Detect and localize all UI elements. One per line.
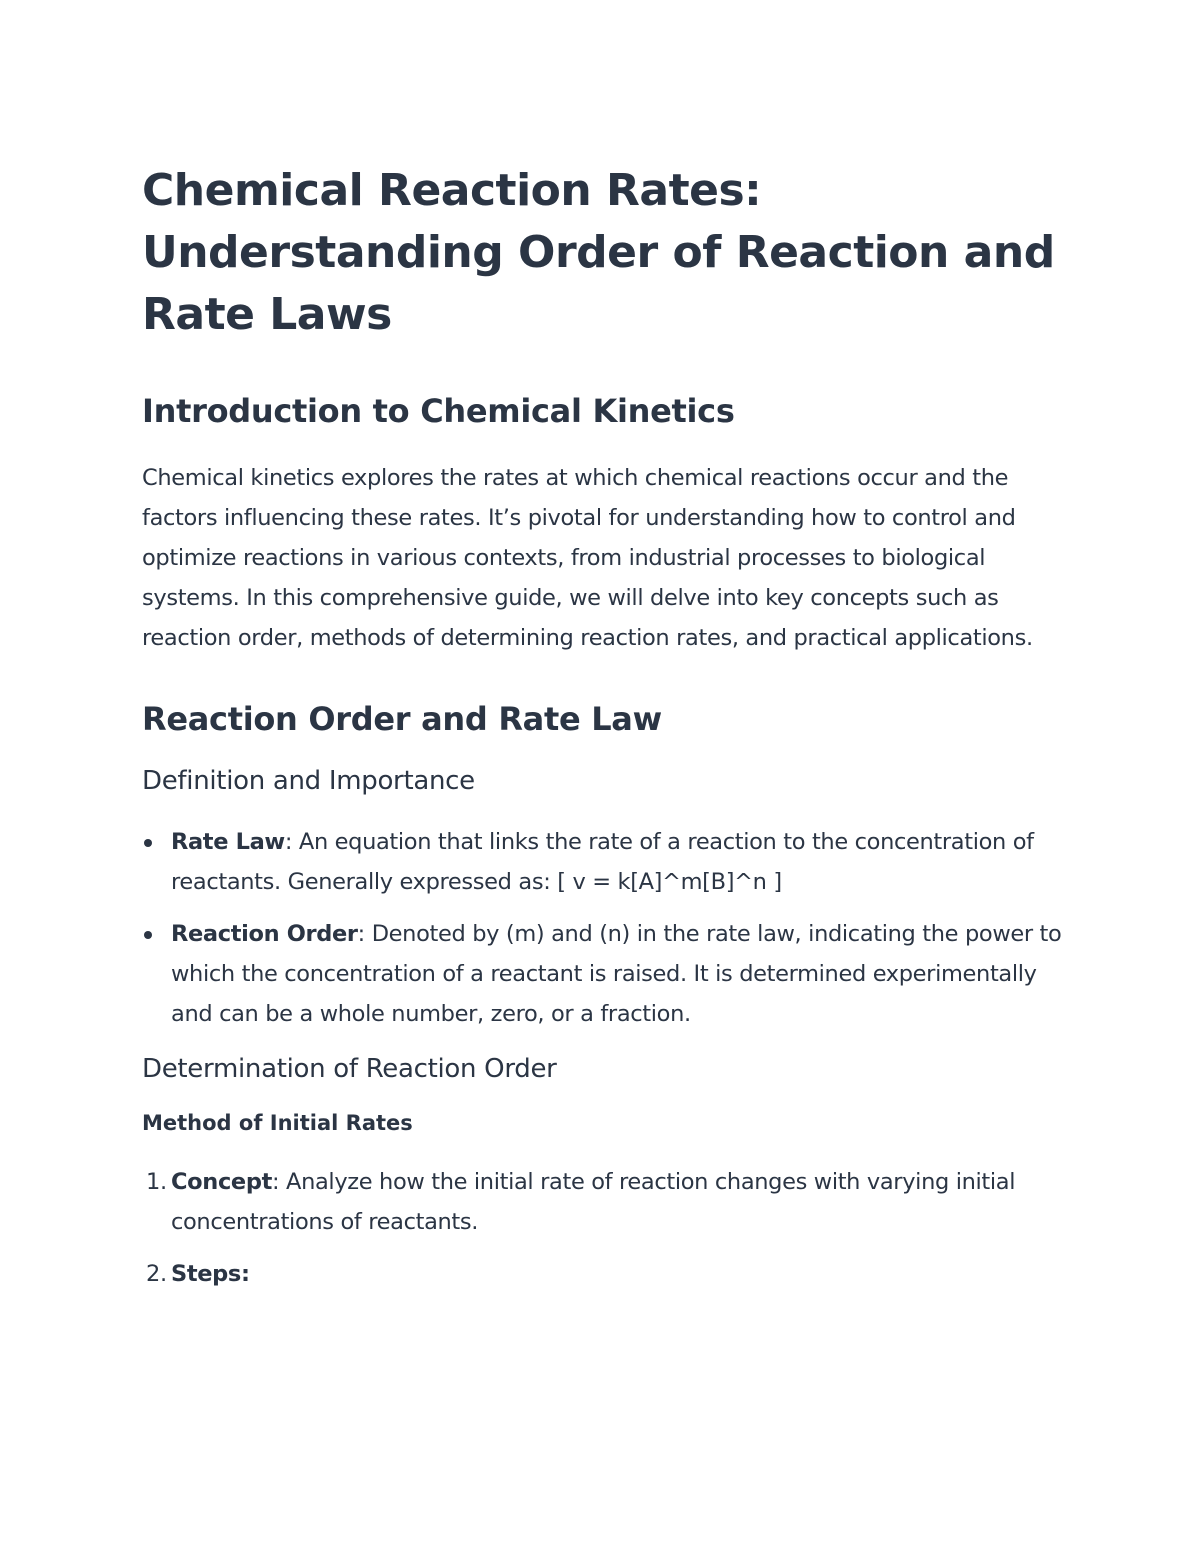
definition-rate-law: : An equation that links the rate of a reaction to the concentration of reactants. Generally expressed as: [ v = k[A]^m[B]^n ] bbox=[171, 829, 1034, 895]
term-concept: Concept bbox=[171, 1169, 272, 1195]
title-line-3: Rate Laws bbox=[142, 289, 392, 340]
determination-heading: Determination of Reaction Order bbox=[142, 1054, 557, 1084]
intro-heading: Introduction to Chemical Kinetics bbox=[142, 392, 735, 430]
bullet-icon bbox=[144, 839, 152, 847]
reaction-order-heading: Reaction Order and Rate Law bbox=[142, 700, 662, 738]
step-number: 1. bbox=[146, 1169, 167, 1195]
term-steps: Steps bbox=[171, 1261, 241, 1287]
document-title bbox=[142, 160, 1072, 346]
term-reaction-order: Reaction Order bbox=[171, 921, 358, 947]
definition-list bbox=[142, 822, 1072, 1034]
term-rate-law: Rate Law bbox=[171, 829, 285, 855]
intro-paragraph: Chemical kinetics explores the rates at which chemical reactions occur and the factors influencing these rates. It’s pivotal for understanding how to control and optimize reactions in various contexts, from industrial processes to biological systems. In this comprehensive guide, we will delve into key concepts such as reaction order, methods of determining reaction rates, and practical applications. bbox=[142, 465, 1033, 651]
step-number: 2. bbox=[146, 1261, 167, 1287]
definition-heading: Definition and Importance bbox=[142, 766, 475, 796]
list-item-concept bbox=[142, 1162, 1072, 1242]
step-steps-text: : bbox=[240, 1261, 250, 1287]
list-item-reaction-order bbox=[142, 914, 1072, 1034]
document-page bbox=[142, 160, 1072, 1306]
title-line-1: Chemical Reaction Rates: bbox=[142, 165, 762, 216]
steps-list bbox=[142, 1162, 1072, 1294]
definition-reaction-order: : Denoted by (m) and (n) in the rate law, indicating the power to which the concentration of a reactant is raised. It is determined experimentally and can be a whole number, zero, or a fraction. bbox=[171, 921, 1062, 1027]
step-concept-text: : Analyze how the initial rate of reaction changes with varying initial concentrations of reactants. bbox=[171, 1169, 1016, 1235]
list-item-steps bbox=[142, 1254, 1072, 1294]
method-heading: Method of Initial Rates bbox=[142, 1111, 413, 1135]
list-item-rate-law bbox=[142, 822, 1072, 902]
bullet-icon bbox=[144, 931, 152, 939]
title-line-2: Understanding Order of Reaction and bbox=[142, 227, 1055, 278]
